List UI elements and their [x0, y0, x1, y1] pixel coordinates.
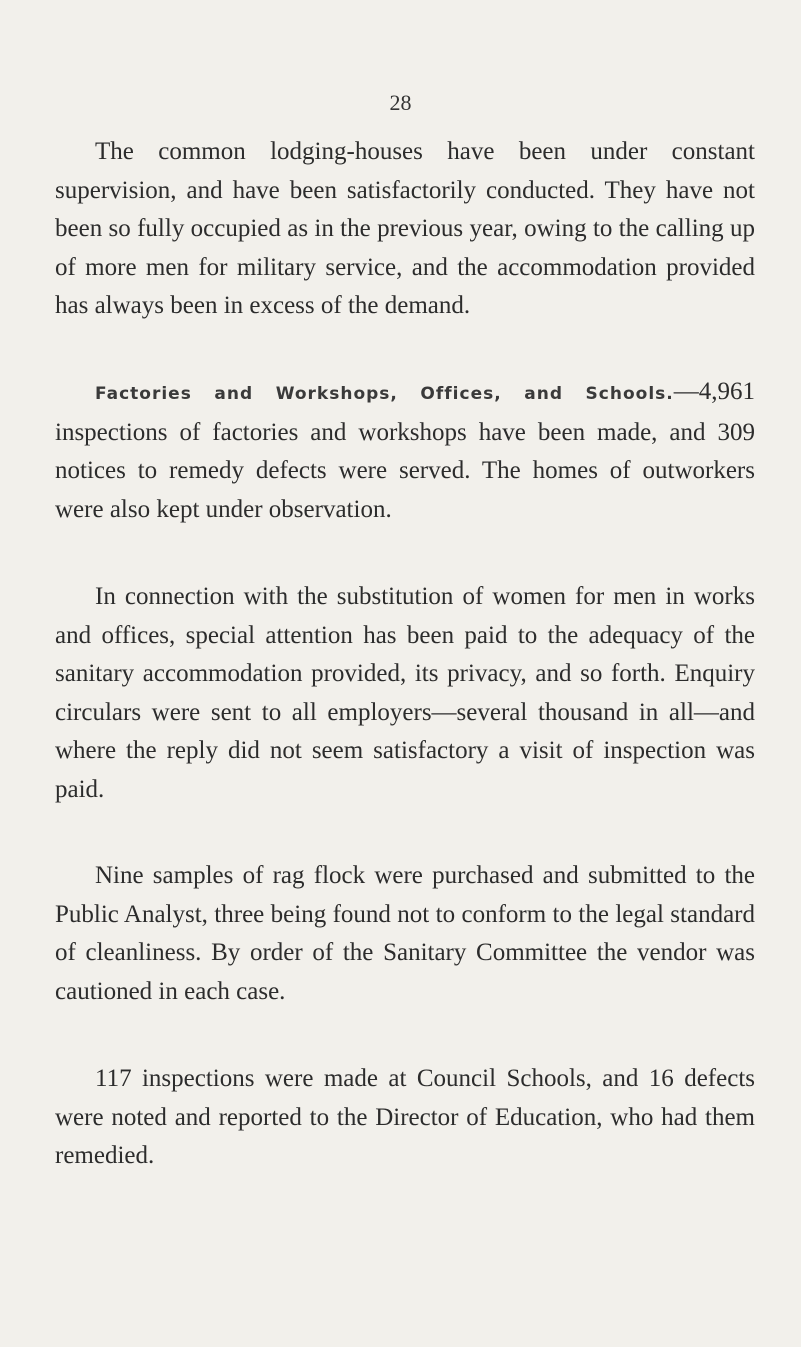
paragraph-body: —4,961 inspections of factories and workshops have been made, and 309 notices to remedy defects were served. The homes of outworkers were also kept under observation. [55, 378, 755, 523]
paragraph-text [55, 373, 755, 529]
paragraph-text: The common lodging-houses have been under constant supervision, and have been satisfactorily conducted. They have not been so fully occupied as in the previous year, owing to the calling up of more men for military service, and the accommodation provided has always been in excess of the demand. [55, 138, 755, 319]
page-number: 28 [389, 90, 412, 115]
paragraph-factories-workshops [55, 373, 755, 529]
paragraph-council-schools [55, 1060, 755, 1176]
section-heading: Factories and Workshops, Offices, and Schools. [95, 384, 674, 404]
paragraph-women-substitution [55, 578, 755, 809]
paragraph-lodging-houses [55, 133, 755, 326]
paragraph-text: In connection with the substitution of women for men in works and offices, special attention has been paid to the adequacy of the sanitary accommodation provided, its privacy, and so forth. Enquiry circulars were sent to all employers—several thousand in all—and where the reply did not seem satisfactory a visit of inspection was paid. [55, 583, 755, 803]
paragraph-text: 117 inspections were made at Council Schools, and 16 defects were noted and reported to the Director of Education, who had them remedied. [55, 1065, 755, 1169]
paragraph-text: Nine samples of rag flock were purchased and submitted to the Public Analyst, three being found not to conform to the legal standard of cleanliness. By order of the Sanitary Committee the vendor was cautioned in each case. [55, 862, 755, 1005]
paragraph-rag-flock [55, 857, 755, 1011]
